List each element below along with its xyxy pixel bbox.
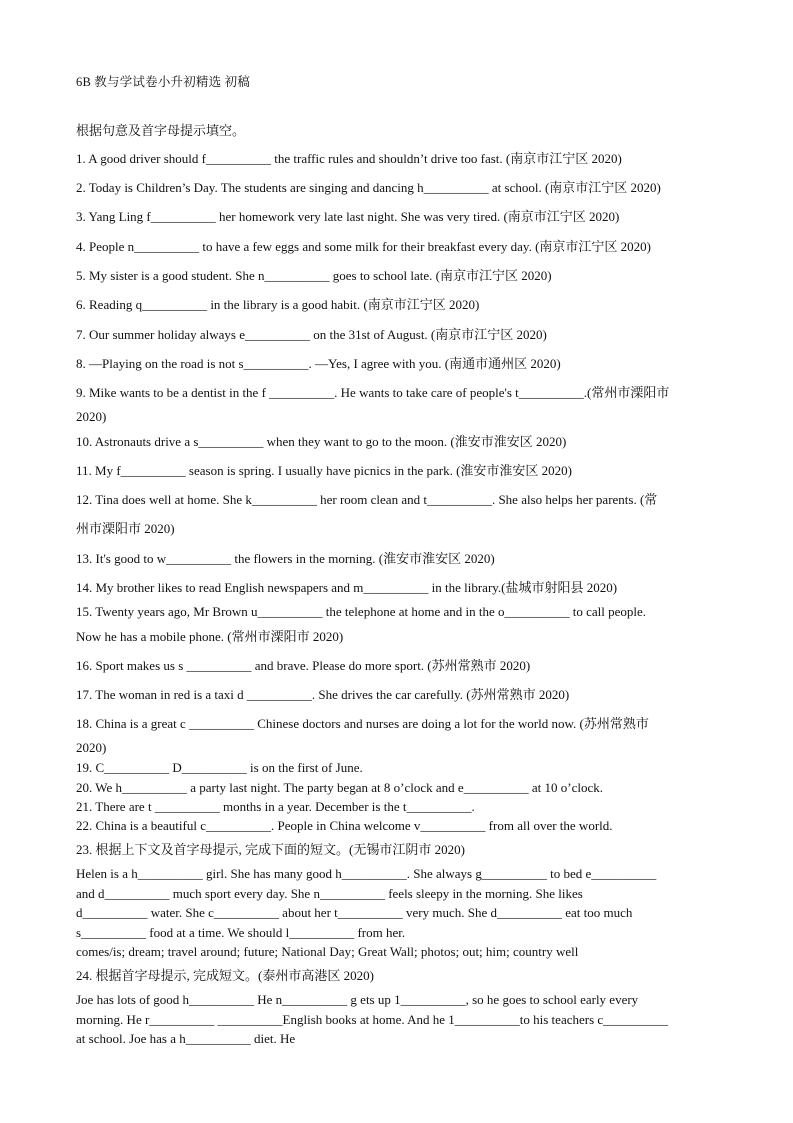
- question-line: 15. Twenty years ago, Mr Brown u__________ the telephone at home and in the o__________ to call people.: [76, 604, 647, 619]
- question-line: 11. My f__________ season is spring. I usually have picnics in the park. (淮安市淮安区 2020): [76, 463, 572, 478]
- question-line: 20. We h__________ a party last night. The party began at 8 o’clock and e__________ at 10 o’clock.: [76, 780, 604, 795]
- passage-line: Helen is a h__________ girl. She has many good h__________. She always g__________ to bed e__________: [76, 866, 657, 881]
- question-line: 4. People n__________ to have a few eggs and some milk for their breakfast every day. (南京市江宁区 2020): [76, 239, 651, 254]
- passage-line: d__________ water. She c__________ about her t__________ very much. She d__________ eat too much: [76, 905, 633, 920]
- question-line: 14. My brother likes to read English newspapers and m__________ in the library.(盐城市射阳县 2020): [76, 580, 618, 595]
- question-line: 13. It's good to w__________ the flowers in the morning. (淮安市淮安区 2020): [76, 551, 495, 566]
- passage-line: s__________ food at a time. We should l__________ from her.: [76, 925, 406, 940]
- question-line: 17. The woman in red is a taxi d __________. She drives the car carefully. (苏州常熟市 2020): [76, 687, 570, 702]
- passage-line: morning. He r__________ __________English books at home. And he 1__________to his teachers c__________: [76, 1012, 669, 1027]
- question-line: 16. Sport makes us s __________ and brave. Please do more sport. (苏州常熟市 2020): [76, 658, 531, 673]
- document-header: 6B 教与学试卷小升初精选 初稿: [76, 75, 251, 89]
- question-line: 9. Mike wants to be a dentist in the f __________. He wants to take care of people's t__________.(常州市溧阳市: [76, 385, 670, 400]
- question-line: 2. Today is Children’s Day. The students are singing and dancing h__________ at school. (南京市江宁区 2020): [76, 180, 661, 195]
- question-line: 19. C__________ D__________ is on the first of June.: [76, 760, 363, 775]
- section-heading: 24. 根据首字母提示, 完成短文。(泰州市高港区 2020): [76, 968, 374, 983]
- question-line: 6. Reading q__________ in the library is a good habit. (南京市江宁区 2020): [76, 297, 480, 312]
- passage-line: at school. Joe has a h__________ diet. He: [76, 1031, 296, 1046]
- question-line-continued: 2020): [76, 740, 107, 755]
- question-line: 12. Tina does well at home. She k__________ her room clean and t__________. She also helps her parents. (常: [76, 492, 658, 507]
- question-line: 22. China is a beautiful c__________. People in China welcome v__________ from all over the world.: [76, 818, 613, 833]
- question-line: 1. A good driver should f__________ the traffic rules and shouldn’t drive too fast. (南京市江宁区 2020): [76, 151, 622, 166]
- question-line: 18. China is a great c __________ Chinese doctors and nurses are doing a lot for the world now. (苏州常熟市: [76, 716, 649, 731]
- question-line-continued: 州市溧阳市 2020): [76, 521, 175, 536]
- question-line: 5. My sister is a good student. She n__________ goes to school late. (南京市江宁区 2020): [76, 268, 552, 283]
- question-line-continued: Now he has a mobile phone. (常州市溧阳市 2020): [76, 629, 344, 644]
- passage-line: and d__________ much sport every day. She n__________ feels sleepy in the morning. She likes: [76, 886, 583, 901]
- section-heading: 23. 根据上下文及首字母提示, 完成下面的短文。(无锡市江阴市 2020): [76, 842, 465, 857]
- question-line: 8. —Playing on the road is not s__________. —Yes, I agree with you. (南通市通州区 2020): [76, 356, 561, 371]
- section-instruction: 根据句意及首字母提示填空。: [76, 123, 246, 138]
- word-bank: comes/is; dream; travel around; future; National Day; Great Wall; photos; out; him; country well: [76, 944, 579, 959]
- passage-line: Joe has lots of good h__________ He n__________ g ets up 1__________, so he goes to school early every: [76, 992, 639, 1007]
- question-line: 3. Yang Ling f__________ her homework very late last night. She was very tired. (南京市江宁区 2020): [76, 209, 620, 224]
- question-line: 10. Astronauts drive a s__________ when they want to go to the moon. (淮安市淮安区 2020): [76, 434, 567, 449]
- question-line: 21. There are t __________ months in a year. December is the t__________.: [76, 799, 475, 814]
- question-line-continued: 2020): [76, 409, 107, 424]
- question-line: 7. Our summer holiday always e__________ on the 31st of August. (南京市江宁区 2020): [76, 327, 547, 342]
